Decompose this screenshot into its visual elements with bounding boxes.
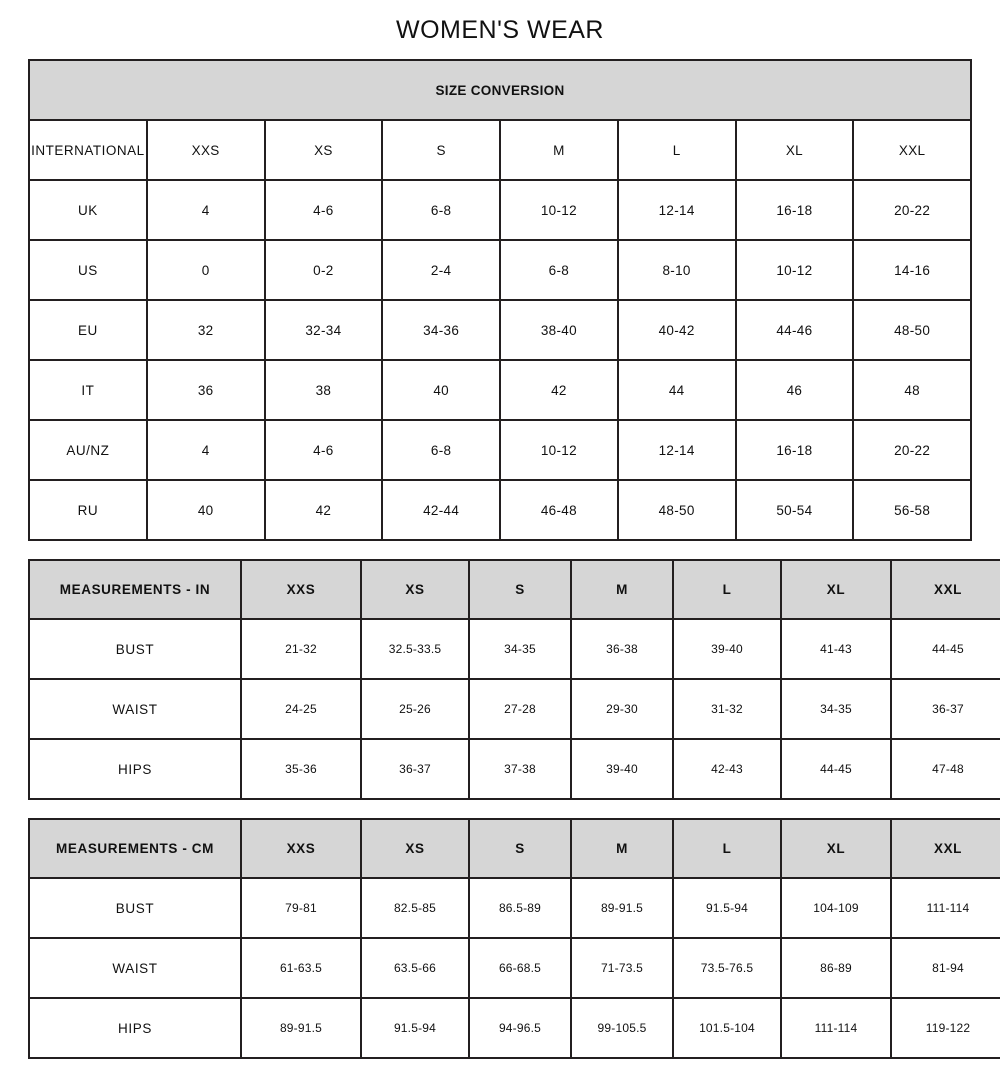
cell: 16-18: [736, 180, 854, 240]
cell: 8-10: [618, 240, 736, 300]
header-cell-l: L: [618, 120, 736, 180]
cell: 79-81: [241, 878, 361, 938]
cell: 20-22: [853, 180, 971, 240]
cell: 32: [147, 300, 265, 360]
header-cell-measurements-cm: MEASUREMENTS - CM: [29, 819, 241, 878]
header-cell-xl: XL: [781, 819, 891, 878]
cell: 4-6: [265, 420, 383, 480]
table-row: [29, 679, 1000, 739]
cell: 42-44: [382, 480, 500, 540]
cell: 61-63.5: [241, 938, 361, 998]
table-row: [29, 180, 971, 240]
size-conversion-banner: SIZE CONVERSION: [29, 60, 971, 120]
table-header-row: [29, 560, 1000, 619]
table-banner-row: [29, 60, 971, 120]
page-title: WOMEN'S WEAR: [396, 16, 604, 44]
cell: 16-18: [736, 420, 854, 480]
row-label: BUST: [29, 878, 241, 938]
cell: 94-96.5: [469, 998, 571, 1058]
size-conversion-table: [28, 59, 972, 541]
cell: 34-35: [469, 619, 571, 679]
header-cell-international: INTERNATIONAL: [29, 120, 147, 180]
measurements-inches-table: [28, 559, 1000, 800]
cell: 47-48: [891, 739, 1000, 799]
table-row: [29, 619, 1000, 679]
cell: 36-38: [571, 619, 673, 679]
cell: 2-4: [382, 240, 500, 300]
table-row: [29, 998, 1000, 1058]
cell: 12-14: [618, 420, 736, 480]
cell: 4: [147, 180, 265, 240]
cell: 42-43: [673, 739, 781, 799]
cell: 6-8: [382, 420, 500, 480]
row-label: WAIST: [29, 679, 241, 739]
table-row: [29, 420, 971, 480]
cell: 0: [147, 240, 265, 300]
row-label: RU: [29, 480, 147, 540]
cell: 4: [147, 420, 265, 480]
header-cell-m: M: [500, 120, 618, 180]
header-cell-xxs: XXS: [241, 560, 361, 619]
cell: 41-43: [781, 619, 891, 679]
cell: 104-109: [781, 878, 891, 938]
header-cell-l: L: [673, 560, 781, 619]
cell: 27-28: [469, 679, 571, 739]
cell: 46: [736, 360, 854, 420]
cell: 111-114: [891, 878, 1000, 938]
cell: 20-22: [853, 420, 971, 480]
cell: 56-58: [853, 480, 971, 540]
cell: 6-8: [500, 240, 618, 300]
header-cell-m: M: [571, 819, 673, 878]
header-cell-xxl: XXL: [891, 560, 1000, 619]
header-cell-m: M: [571, 560, 673, 619]
cell: 63.5-66: [361, 938, 469, 998]
row-label: WAIST: [29, 938, 241, 998]
cell: 44: [618, 360, 736, 420]
cell: 42: [500, 360, 618, 420]
cell: 81-94: [891, 938, 1000, 998]
table-row: [29, 300, 971, 360]
cell: 86-89: [781, 938, 891, 998]
cell: 44-45: [891, 619, 1000, 679]
table-row: [29, 360, 971, 420]
header-cell-measurements-in: MEASUREMENTS - IN: [29, 560, 241, 619]
cell: 111-114: [781, 998, 891, 1058]
header-cell-l: L: [673, 819, 781, 878]
cell: 6-8: [382, 180, 500, 240]
header-cell-xl: XL: [781, 560, 891, 619]
cell: 36-37: [891, 679, 1000, 739]
header-cell-s: S: [469, 819, 571, 878]
cell: 4-6: [265, 180, 383, 240]
cell: 39-40: [673, 619, 781, 679]
cell: 37-38: [469, 739, 571, 799]
cell: 86.5-89: [469, 878, 571, 938]
cell: 89-91.5: [241, 998, 361, 1058]
header-cell-s: S: [382, 120, 500, 180]
cell: 38-40: [500, 300, 618, 360]
cell: 89-91.5: [571, 878, 673, 938]
cell: 35-36: [241, 739, 361, 799]
row-label: UK: [29, 180, 147, 240]
header-cell-xs: XS: [361, 819, 469, 878]
cell: 32-34: [265, 300, 383, 360]
cell: 91.5-94: [673, 878, 781, 938]
row-label: HIPS: [29, 739, 241, 799]
cell: 50-54: [736, 480, 854, 540]
cell: 73.5-76.5: [673, 938, 781, 998]
cell: 24-25: [241, 679, 361, 739]
row-label: US: [29, 240, 147, 300]
cell: 119-122: [891, 998, 1000, 1058]
cell: 48-50: [853, 300, 971, 360]
header-cell-xxs: XXS: [241, 819, 361, 878]
cell: 101.5-104: [673, 998, 781, 1058]
cell: 40: [147, 480, 265, 540]
header-cell-s: S: [469, 560, 571, 619]
table-row: [29, 938, 1000, 998]
cell: 36-37: [361, 739, 469, 799]
cell: 32.5-33.5: [361, 619, 469, 679]
cell: 44-46: [736, 300, 854, 360]
cell: 40-42: [618, 300, 736, 360]
cell: 10-12: [500, 180, 618, 240]
table-row: [29, 878, 1000, 938]
row-label: HIPS: [29, 998, 241, 1058]
row-label: BUST: [29, 619, 241, 679]
cell: 36: [147, 360, 265, 420]
measurements-cm-table: [28, 818, 1000, 1059]
cell: 14-16: [853, 240, 971, 300]
cell: 42: [265, 480, 383, 540]
cell: 48-50: [618, 480, 736, 540]
table-header-row: [29, 819, 1000, 878]
table-header-row: [29, 120, 971, 180]
header-cell-xs: XS: [361, 560, 469, 619]
cell: 29-30: [571, 679, 673, 739]
cell: 25-26: [361, 679, 469, 739]
row-label: EU: [29, 300, 147, 360]
table-row: [29, 739, 1000, 799]
cell: 44-45: [781, 739, 891, 799]
cell: 46-48: [500, 480, 618, 540]
table-row: [29, 240, 971, 300]
row-label: IT: [29, 360, 147, 420]
cell: 66-68.5: [469, 938, 571, 998]
cell: 34-35: [781, 679, 891, 739]
cell: 21-32: [241, 619, 361, 679]
cell: 99-105.5: [571, 998, 673, 1058]
row-label: AU/NZ: [29, 420, 147, 480]
cell: 38: [265, 360, 383, 420]
cell: 0-2: [265, 240, 383, 300]
header-cell-xs: XS: [265, 120, 383, 180]
cell: 34-36: [382, 300, 500, 360]
cell: 71-73.5: [571, 938, 673, 998]
header-cell-xxs: XXS: [147, 120, 265, 180]
cell: 48: [853, 360, 971, 420]
header-cell-xxl: XXL: [891, 819, 1000, 878]
cell: 40: [382, 360, 500, 420]
table-row: [29, 480, 971, 540]
cell: 91.5-94: [361, 998, 469, 1058]
cell: 39-40: [571, 739, 673, 799]
cell: 31-32: [673, 679, 781, 739]
cell: 12-14: [618, 180, 736, 240]
cell: 82.5-85: [361, 878, 469, 938]
cell: 10-12: [736, 240, 854, 300]
header-cell-xxl: XXL: [853, 120, 971, 180]
header-cell-xl: XL: [736, 120, 854, 180]
cell: 10-12: [500, 420, 618, 480]
